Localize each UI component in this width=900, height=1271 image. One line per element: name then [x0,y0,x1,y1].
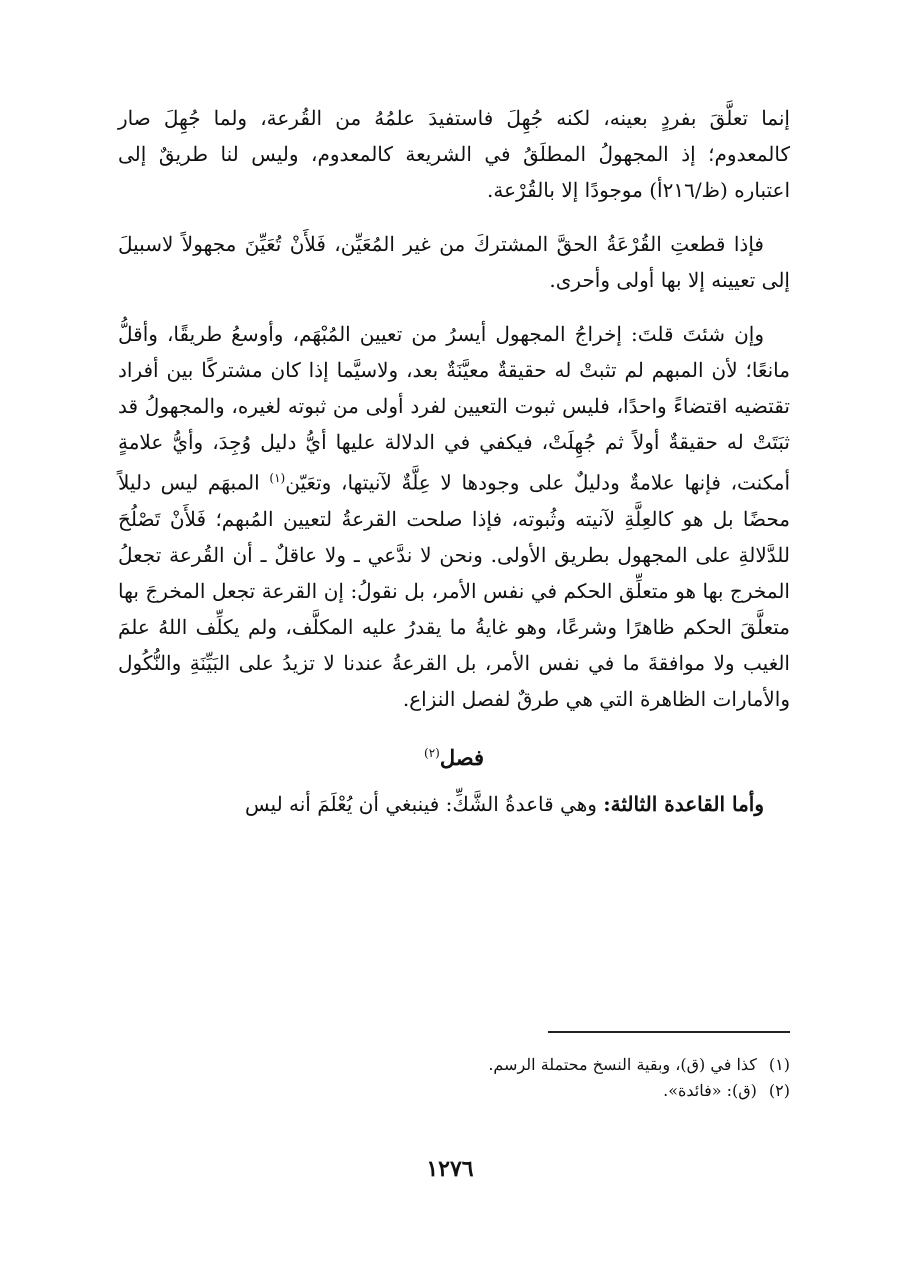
paragraph-final [118,786,790,822]
footnote-2-number: (٢) [768,1081,790,1100]
footnote-divider [548,1031,790,1033]
page-body [118,100,790,840]
section-heading [118,735,790,776]
rule-title: وأما القاعدة الثالثة: [603,791,764,816]
paragraph-2: فإذا قطعتِ القُرْعَةُ الحقَّ المشتركَ من غير المُعَيِّن، فَلأَنْ تُعَيِّنَ مجهولاً لاسبيلَ إلى تعيينه إلا بها أولى وأحرى. [118,232,790,292]
footnote-ref-2: (٢) [424,745,440,760]
footnote-2 [118,1078,790,1104]
footnote-1-text: كذا في (ق)، وبقية النسخ محتملة الرسم. [488,1055,757,1074]
paragraph-final-text: وهي قاعدةُ الشَّكِّ: فينبغي أن يُعْلَمَ أنه ليس [245,791,597,816]
footnote-1-number: (١) [768,1055,790,1074]
paragraph-1: إنما تعلَّقَ بفردٍ بعينه، لكنه جُهِلَ فاستفيدَ علمُهُ من القُرعة، ولما جُهِلَ صار كالمعدوم؛ إذ المجهولُ المطلَقُ في الشريعة كالمعدوم، وليس لنا طريقٌ إلى اعتباره (ظ/٢١٦أ) موجودًا إلا بالقُرْعة. [118,106,790,202]
footnote-2-text: (ق): «فائدة». [663,1081,757,1100]
section-heading-text: فصل [439,744,484,770]
paragraph-3 [118,316,790,717]
footnote-ref-1: (١) [269,471,286,485]
paragraph-3-part-a: وإن شئتَ قلتَ: إخراجُ المجهول أيسرُ من تعيين المُبْهَم، وأوسعُ طريقًا، وأقلُّ مانعًا؛ لأن المبهم لم تثبتْ له حقيقةٌ معيَّنَةٌ بعد، ولاسيَّما إذا كان مشتركًا بين أفراد تقتضيه اقتضاءً واحدًا، فليس ثبوت التعيين لفرد أولى من ثبوته لغيره، والمجهولُ قد ثبَتَتْ له حقيقةٌ أولاً ثم جُهِلَتْ، فيكفي في الدلالة عليها أيُّ دليل وُجِدَ، وأيُّ علامةٍ أمكنت، فإنها علامةٌ ودليلٌ على وجودها لا عِلَّةٌ لآنيتها، وتعَيّن [118,322,791,495]
footnote-1 [118,1052,790,1078]
footnotes [118,1052,790,1104]
page-number: ١٢٧٦ [426,1156,474,1182]
paragraph-3-part-b: المبهَم ليس دليلاً محضًا بل هو كالعِلَّةِ لآنيته وثُبوته، فإذا صلحت القرعةُ لتعيين المُبهم؛ فَلأَنْ تَصْلُحَ للدَّلالةِ على المجهول بطريق الأولى. ونحن لا ندَّعي ـ ولا عاقلٌ ـ أن القُرعة تجعلُ المخرج بها هو متعلِّق الحكم في نفس الأمر، بل نقولُ: إن القرعة تجعل المخرجَ بها متعلَّقَ الحكم ظاهرًا وشرعًا، وهو غايةُ ما يقدرُ عليه المكلَّف، ولم يكلِّف اللهُ علمَ الغيب ولا موافقةَ ما في نفس الأمر، بل القرعةُ عندنا لا تزيدُ على البَيِّنَةِ والنُّكُول والأمارات الظاهرة التي هي طرقٌ لفصل النزاع. [118,470,790,711]
